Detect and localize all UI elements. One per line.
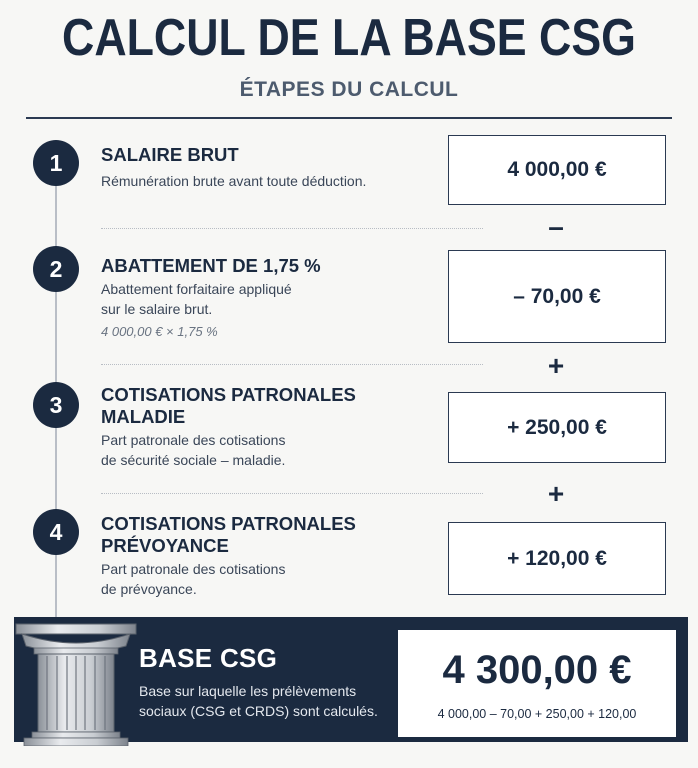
step-2-amount-box: [448, 250, 666, 343]
result-title: BASE CSG: [139, 643, 278, 673]
step-3-amount-box: [448, 392, 666, 463]
step-3-desc: Part patronale des cotisations de sécurité sociale – maladie.: [101, 432, 286, 468]
page-title: CALCUL DE LA BASE CSG: [62, 9, 636, 67]
greek-column-icon: [14, 622, 138, 746]
step-1-desc: Rémunération brute avant toute déduction.: [101, 173, 367, 189]
step-3-title: COTISATIONS PATRONALES MALADIE: [101, 384, 356, 427]
step-2-title: ABATTEMENT DE 1,75 %: [101, 255, 321, 276]
step-4-number: 4: [33, 509, 79, 555]
header-divider: [26, 117, 672, 119]
step-1-amount-box: [448, 135, 666, 205]
step-2-number: 2: [33, 246, 79, 292]
step-1-number: 1: [33, 140, 79, 186]
operator-plus: +: [547, 350, 565, 381]
step-4-title: COTISATIONS PATRONALES PRÉVOYANCE: [101, 513, 356, 556]
step-3-amount: + 250,00 €: [507, 415, 607, 439]
step-4-desc: Part patronale des cotisations de prévoyance.: [101, 561, 286, 597]
operator-plus: +: [547, 478, 565, 509]
result-desc: Base sur laquelle les prélèvements sociaux (CSG et CRDS) sont calculés.: [139, 683, 378, 719]
step-2-formula: 4 000,00 € × 1,75 %: [101, 324, 218, 339]
step-2-amount: – 70,00 €: [513, 284, 601, 308]
step-4-amount-box: [448, 522, 666, 595]
step-divider: [101, 228, 483, 229]
page-subtitle: ÉTAPES DU CALCUL: [239, 78, 459, 101]
result-formula: 4 000,00 – 70,00 + 250,00 + 120,00: [437, 707, 637, 721]
step-divider: [101, 493, 483, 494]
step-1-amount: 4 000,00 €: [507, 158, 607, 181]
step-2-desc: Abattement forfaitaire appliqué sur le salaire brut.: [101, 281, 292, 317]
step-1-title: SALAIRE BRUT: [101, 144, 239, 165]
step-divider: [101, 364, 483, 365]
step-3-number: 3: [33, 382, 79, 428]
step-4-amount: + 120,00 €: [507, 546, 607, 570]
result-amount: 4 300,00 €: [442, 648, 632, 692]
operator-minus: –: [548, 211, 564, 242]
